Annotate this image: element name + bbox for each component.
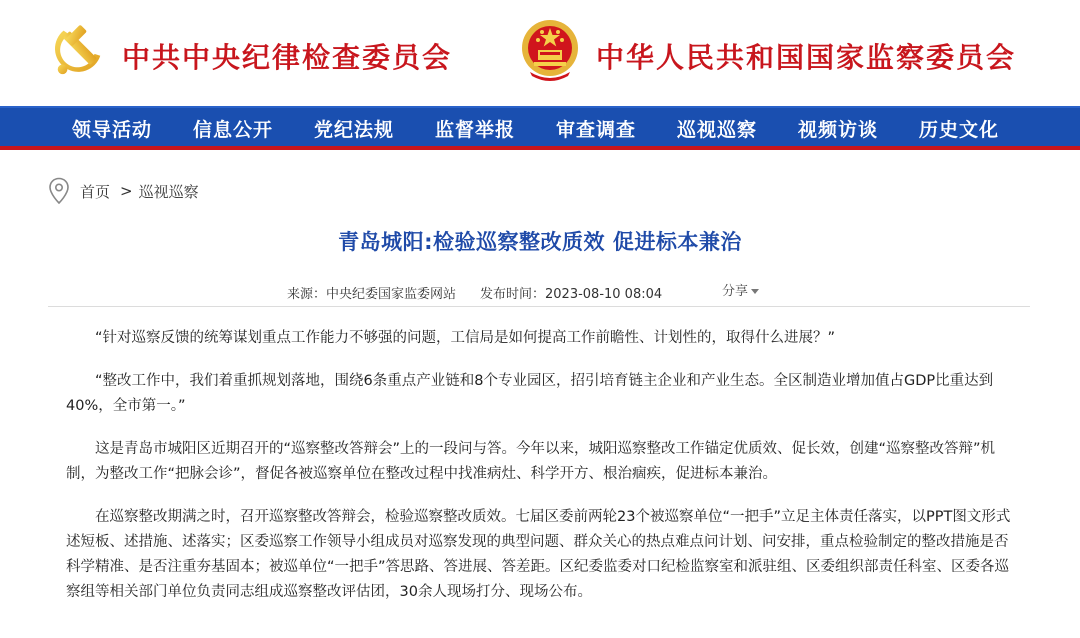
- breadcrumb-separator: >: [120, 182, 133, 200]
- article-publish-time: 发布时间：2023-08-10 08:04: [480, 287, 663, 302]
- breadcrumb: [48, 176, 199, 206]
- nav-item-inspection[interactable]: 巡视巡察: [677, 119, 758, 141]
- share-label: 分享: [722, 284, 749, 299]
- article-paragraph: 在巡察整改期满之时，召开巡察整改答辩会，检验巡察整改质效。七届区委前两轮23个被巡察单位“一把手”立足主体责任落实，以PPT图文形式述短板、述措施、述落实；区委巡察工作领导小组成员对巡察发现的典型问题、群众关心的热点难点问计划、问安排，重点检验制定的整改措施是否科学精准、是否注重夯基固本；被巡单位“一把手”答思路、答进展、答差距。区纪委监委对口纪检监察室和派驻组、区委组织部责任科室、区委各巡察组等相关部门单位负责同志组成巡察整改评估团，30余人现场打分、现场公布。: [66, 509, 1011, 600]
- nav-item-video-interviews[interactable]: 视频访谈: [798, 119, 879, 141]
- article-meta: [0, 280, 1080, 300]
- org-title-ccdi[interactable]: 中共中央纪律检查委员会: [122, 41, 453, 74]
- article-paragraph: “整改工作中，我们着重抓规划落地，围绕6条重点产业链和8个专业园区，招引培育链主企业和产业生态。全区制造业增加值占GDP比重达到40%，全市第一。”: [66, 373, 994, 414]
- nav-item-reporting[interactable]: 监督举报: [435, 119, 516, 141]
- nav-accent-stripe: [0, 146, 1080, 150]
- nav-item-information[interactable]: 信息公开: [193, 119, 274, 141]
- article-body: [66, 326, 1016, 623]
- breadcrumb-home-link[interactable]: 首页: [80, 182, 111, 201]
- nav-item-history-culture[interactable]: 历史文化: [919, 119, 1000, 141]
- nav-item-regulations[interactable]: 党纪法规: [314, 119, 395, 141]
- site-header: [0, 0, 1080, 106]
- chevron-down-icon: [751, 289, 759, 294]
- article-paragraph: 这是青岛市城阳区近期召开的“巡察整改答辩会”上的一段问与答。今年以来，城阳巡察整改工作锚定优质效、促长效，创建“巡察整改答辩”机制，为整改工作“把脉会诊”，督促各被巡察单位在整改过程中找准病灶、科学开方、根治痼疾，促进标本兼治。: [66, 441, 996, 482]
- share-button[interactable]: [722, 280, 759, 299]
- main-navigation: [0, 106, 1080, 146]
- article-title: 青岛城阳:检验巡察整改质效 促进标本兼治: [338, 230, 742, 254]
- nav-item-leadership[interactable]: 领导活动: [72, 119, 153, 141]
- nav-item-investigation[interactable]: 审查调查: [556, 119, 637, 141]
- article-source: 来源：中央纪委国家监委网站: [287, 287, 457, 302]
- party-emblem-icon: [50, 20, 108, 80]
- content-divider: [48, 306, 1030, 307]
- org-title-nsc[interactable]: 中华人民共和国国家监察委员会: [596, 41, 1017, 74]
- national-emblem-icon: [520, 18, 580, 82]
- location-pin-icon: [48, 177, 70, 205]
- breadcrumb-current-link[interactable]: 巡视巡察: [138, 182, 199, 201]
- article-paragraph: “针对巡察反馈的统筹谋划重点工作能力不够强的问题，工信局是如何提高工作前瞻性、计划性的，取得什么进展？”: [95, 330, 836, 346]
